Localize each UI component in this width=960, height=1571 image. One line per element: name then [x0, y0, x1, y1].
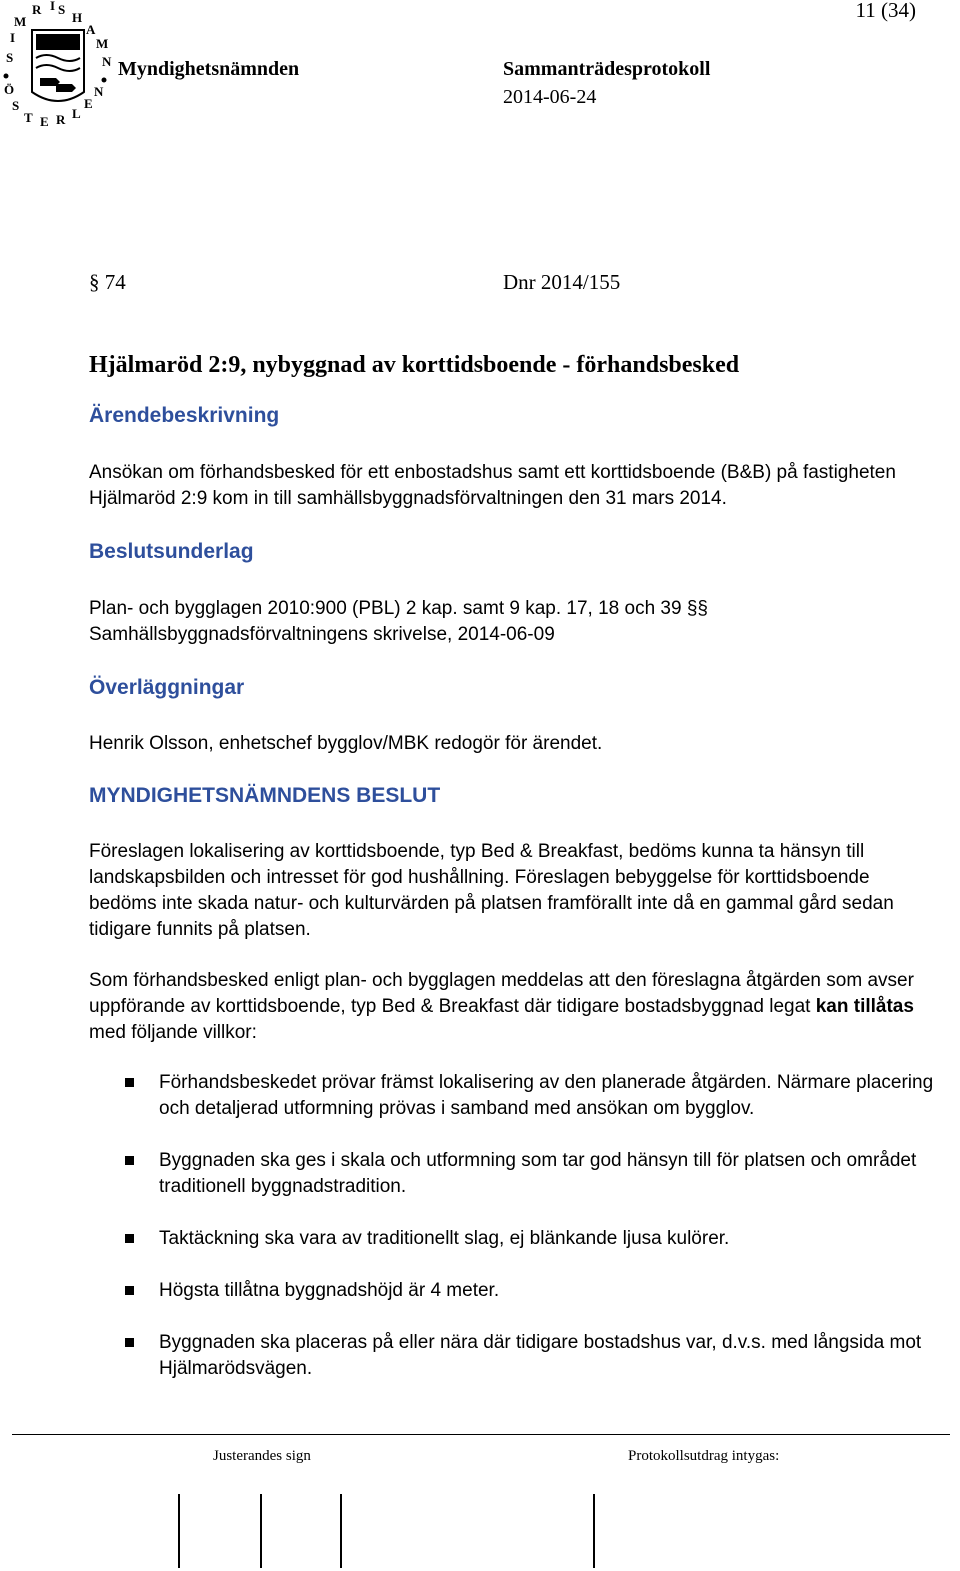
condition-text: Högsta tillåtna byggnadshöjd är 4 meter.: [159, 1280, 500, 1301]
svg-text:E: E: [84, 96, 93, 111]
beslut-text-2: [89, 968, 934, 1046]
signature-box-divider: [593, 1494, 595, 1568]
condition-text: Förhandsbeskedet prövar främst lokalisering av den planerade åtgärden. Närmare placering och detaljerad utformning prövas i samband med ansökan om bygglov.: [159, 1072, 934, 1119]
svg-text:N: N: [102, 54, 112, 69]
footer-justerandes-sign: Justerandes sign: [213, 1448, 311, 1464]
beslut-text-1: Föreslagen lokalisering av korttidsboende, typ Bed & Breakfast, bedöms kunna ta hänsyn till landskapsbilden och intresset för god hushållning. Föreslagen bebyggelse för korttidsboende bedöms inte skada natur- och kulturvärden på platsen framförallt inte då en gammal gård sedan tidigare funnits på platsen.: [89, 841, 894, 940]
bullet-square-icon: [125, 1338, 134, 1347]
bullet-square-icon: [125, 1156, 134, 1165]
list-item: [89, 1226, 934, 1252]
document-type: Sammanträdesprotokoll: [503, 58, 711, 80]
list-item: [89, 1148, 934, 1200]
svg-text:N: N: [94, 84, 104, 99]
arendebeskrivning-text: Ansökan om förhandsbesked för ett enbostadshus samt ett korttidsboende (B&B) på fastigheten Hjälmaröd 2:9 kom in till samhällsbyggnadsförvaltningen den 31 mars 2014.: [89, 462, 896, 509]
conditions-list: [89, 1070, 934, 1408]
bullet-square-icon: [125, 1286, 134, 1295]
svg-text:S: S: [12, 98, 20, 113]
paragraph-number: § 74: [89, 270, 126, 294]
footer-protokollsutdrag: Protokollsutdrag intygas:: [628, 1448, 780, 1464]
heading-arendebeskrivning: Ärendebeskrivning: [89, 404, 280, 427]
condition-text: Byggnaden ska ges i skala och utformning som tar god hänsyn till för platsen och området traditionell byggnadstradition.: [159, 1150, 917, 1197]
meeting-date: 2014-06-24: [503, 86, 597, 108]
svg-text:S: S: [6, 50, 14, 65]
list-item: [89, 1070, 934, 1122]
svg-text:S: S: [58, 2, 66, 17]
heading-beslutsunderlag: Beslutsunderlag: [89, 540, 254, 563]
svg-text:R: R: [56, 112, 66, 126]
organization-name: Myndighetsnämnden: [118, 58, 300, 80]
svg-text:L: L: [72, 106, 81, 121]
svg-text:I: I: [50, 0, 56, 13]
svg-text:I: I: [10, 30, 16, 45]
svg-text:M: M: [96, 36, 109, 51]
svg-text:E: E: [40, 114, 49, 126]
signature-box-divider: [260, 1494, 262, 1568]
beslut-text-2-after: med följande villkor:: [89, 1022, 257, 1043]
beslutsunderlag-line-1: Plan- och bygglagen 2010:900 (PBL) 2 kap. samt 9 kap. 17, 18 och 39 §§: [89, 598, 708, 619]
svg-text:H: H: [72, 10, 83, 25]
svg-text:A: A: [86, 22, 96, 37]
page-title: Hjälmaröd 2:9, nybyggnad av korttidsboende - förhandsbesked: [89, 352, 740, 378]
heading-overlaggningar: Överläggningar: [89, 676, 245, 699]
paragraph-line: [89, 270, 920, 300]
case-number: Dnr 2014/155: [503, 270, 621, 294]
svg-text:M: M: [14, 14, 27, 29]
page-number: 11 (34): [855, 0, 916, 22]
heading-beslut: MYNDIGHETSNÄMNDENS BESLUT: [89, 784, 441, 807]
beslutsunderlag-text: [89, 596, 934, 648]
bullet-square-icon: [125, 1078, 134, 1087]
overlaggningar-text: Henrik Olsson, enhetschef bygglov/MBK redogör för ärendet.: [89, 733, 603, 754]
bullet-square-icon: [125, 1234, 134, 1243]
signature-box-divider: [178, 1494, 180, 1568]
municipality-seal: [0, 0, 116, 126]
svg-text:T: T: [24, 110, 33, 125]
beslut-text-2-before: Som förhandsbesked enligt plan- och bygglagen meddelas att den föreslagna åtgärden som avser uppförande av korttidsboende, typ Bed & Breakfast där tidigare bostadsbyggnad legat: [89, 970, 914, 1017]
beslutsunderlag-line-2: Samhällsbyggnadsförvaltningens skrivelse, 2014-06-09: [89, 624, 555, 645]
list-item: [89, 1330, 934, 1382]
footer-divider: [12, 1434, 950, 1435]
list-item: [89, 1278, 934, 1304]
beslut-text-2-bold: kan tillåtas: [815, 996, 914, 1017]
signature-box-divider: [340, 1494, 342, 1568]
svg-text:R: R: [32, 2, 42, 17]
condition-text: Byggnaden ska placeras på eller nära där tidigare bostadshus var, d.v.s. med långsida mot Hjälmarödsvägen.: [159, 1332, 922, 1379]
svg-text:Ö: Ö: [4, 82, 15, 97]
condition-text: Taktäckning ska vara av traditionellt slag, ej blänkande ljusa kulörer.: [159, 1228, 730, 1249]
